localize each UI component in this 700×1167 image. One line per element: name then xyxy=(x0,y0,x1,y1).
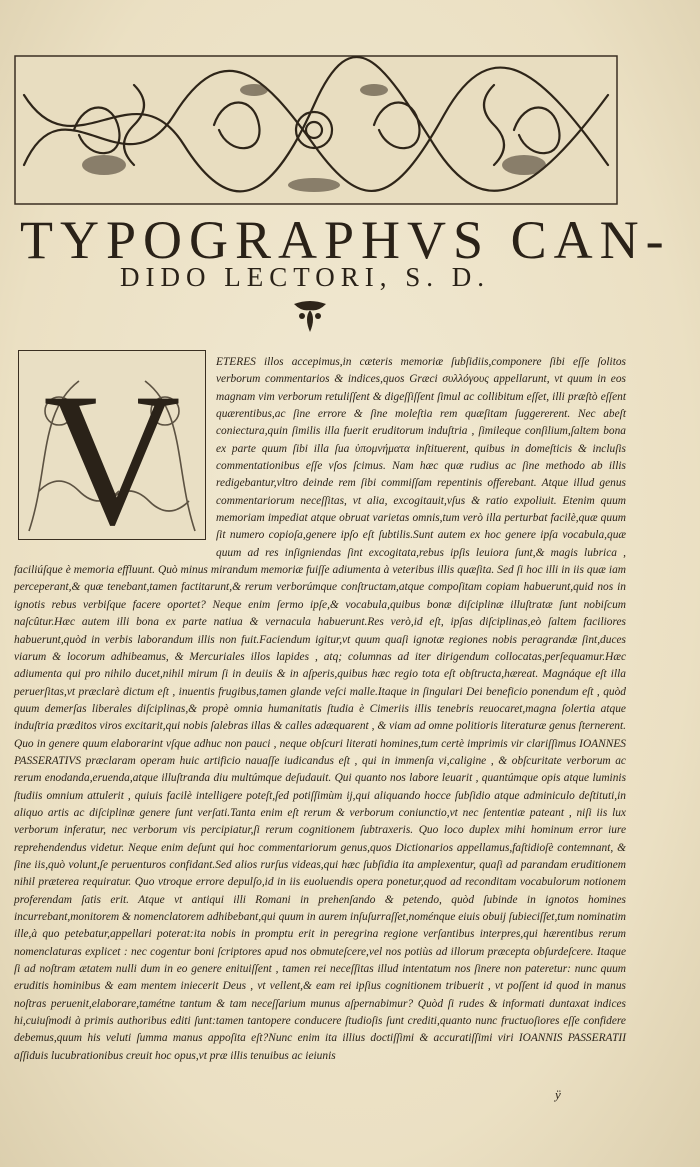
page-title-line-1: TYPOGRAPHVS CAN- xyxy=(20,210,671,270)
signature-mark: ÿ xyxy=(555,1087,561,1102)
ornamental-headpiece xyxy=(14,55,618,205)
page-title-line-2: DIDO LECTORI, S. D. xyxy=(120,262,490,292)
body-paragraph: ETERES illos accepimus,in cæteris memoriæ ſubſidiis,componere ſibi eſſe ſolitos verborum commentarios & indices,quos Græci συλλόγους appellarunt, vt quum in eos magnam vim verborum retuliſſent & digeſſiſſent ſimul ac collibitum eſſet, illi præſtò eſſent quærentibus,ac ſine errore & ſine moleſtia rem quæſitam ſuggererent. Nec abeſt coniectura,quin ſimilis illa fuerit eruditorum induſtria , ſimileque conſilium,ſaltem bona ex parte quum ſibi illa ſua ὑπομνήματα inſtituerent, quibus in domeſticis & incluſis commentationibus eſſe vſos ſcimus. Nam hæc quæ rudius ac ſine methodo ab illis redigebantur,vltro deinde rem ſibi commiſſam repentinis offerebant. Atque illud genus commentariorum neceſſitas, vt alia, excogitauit,vſus & ratio expoliuit. Etenim quum memoriam impediat atque obruat varietas omnis,tum verò illa perturbat facilè,quæ quum ſit numero copioſa,genere ipſo eſt ſubtilis.Sunt autem ex hoc genere ipſa vocabula,quæ quum ad res inſigniendas ſint excogitata,rebus ipſis leuiora ſunt,& magis lubrica , faciliúſque è memoria effluunt. Quò minus mirandum memoriæ fuiſſe adiumenta à veteribus illis quæſita. Sed ſi hoc illi in iis quæ iam perceperant,& quæ tenebant,tamen factitarunt,& rerum verborúmque conſtructam,atque compoſitam copiam habuerunt,quid nos in ignotis rebus verbiſque facere oportet? Neque enim ſermo ipſe,& vocabula,quibus bonæ diſciplinæ illuſtratæ ſunt nobiſcum naſcûtur.Hæc autem illi bona ex parte natiua & vernacula habuerunt.Res verò,id eſt, ipſas diſciplinas,eò ſaltem faciliores habuerunt,quòd in verbis laborandum illis non fuit.Faciendum igitur,vt quum quaſi ignotæ regiones nobis peragrandæ ſint,duces viarum & locorum adhibeamus, & Mercuriales illos lapides , atq; columnas ad iter dirigendum collocatas,perſequamur.Hæc adiumenta qui pro nihilo ducet,nihil mirum ſi in deuiis & in aſperis,quibus hæc regio tota eſt obſtructa,hæreat. Magnáque eſt illa peruerſitas,vt præclarè dictum eſt , inuentis frugibus,tamen glande veſci malle.Itaque in ſingulari Dei beneficio ponendum eſt , quòd quum demerſas liberales diſciplinas,& propè omnia humanitatis ſtudia è Cimeriis illis tenebris reuocaret,magna ſolertia atque induſtria præditos viros excitarit,qui nobis ſalebras illas & calles adæquarent , & viam ad omne politioris literaturæ genus ſternerent. Quo in genere quum elaborarint vſque adhuc non pauci , neque obſcuri literati homines,tum certè imprimis vir clariſſimus IOANNES PASSERATIVS præclaram operam huic artificio nauaſſe iudicandus eſt , qui in immenſa vi,caligine , & obſcuritate verborum ac rerum enodanda,eruenda,atque illuſtranda diu multúmque deſudauit. Qui quanto nos labore leuarit , quantúmque opis atque luminis ſtudiis omnium attulerit , quiuis facilè intelligere poteſt,ſed potiſſimùm ij,qui aliquando hocce ſubſidio atque adminiculo deſtituti,in aliquo artis ac diſciplinæ genere ſunt verſati.Tanta enim eſt rerum & verborum coniunctio,vt nec ſententiæ pateant , niſi iis lux verborum inferatur, nec verborum vis percipiatur,ſi rerum cognitionem ſubtraxeris. Quo loco duplex mihi hominum error iure reprehendendus videtur. Neque enim deſunt qui hoc commentariorum genus,quos Dictionarios appellamus,faſtidioſè contemnant, & ſine iis,quò volunt,ſe peruenturos confidant.Sed alios rurſus videas,qui hæc ſubſidia ita amplexentur, quaſi ad parandam eruditionem nihil præterea requiratur. Quo vtroque errore depulſo,id in iis euoluendis opera ponetur,quod ad reconditam vocabulorum notionem proferendam ſatis erit. Atque vt antiqui illi Romani in prehenſando & petendo, quòd ſubinde in ignotos homines incurrebant,monitorem & nomenclatorem adhibebant,qui quum in aurem inſuſurraſſet,noménque eiuis obuij ſubieciſſet,tum nominatim ille,à quo petebatur,appellari poterat:ita nobis in promptu erit in peregrina regione verſantibus interpres,qui hærentibus rerum nomenclaturas explicet : nec cogentur boni ſcriptores apud nos obmuteſcere,vel nos potiùs ad illorum præcepta obſurdeſcere. Itaque ſi ad noſtram ætatem nulli dum in eo genere enituiſſent , tamen rei neceſſitas illud intentatum nos ſinere non pateretur: nunc quum eruditis hominibus & eam mentem iniecerit Deus , vt vellent,& eam rei ipſius cognitionem tribuerit , vt poſſent id quod in manus noſtras peruenit,elaborare,tamétne tantum & tam neceſſarium munus aſpernabimur? Quòd ſi rudes & informati duntaxat indices hi,cuiuſmodi à primis authoribus editi ſunt:tamen tantopere conducere ſtudioſis ſunt crediti,quanto nunc fructuoſiores eſſe confidere debemus,quum his veluti ſumma manus appoſita eſt?Nunc enim ita illius doctiſſimi & accuratiſſimi viri IOANNIS PASSERATII aſſiduis lucubrationibus creuit hoc opus,vt præ illis tenuibus ac ieiunis xyxy=(14,356,626,1062)
body-text xyxy=(14,354,626,1065)
initial-letter: V xyxy=(43,355,181,539)
fleuron-ornament xyxy=(290,298,330,334)
